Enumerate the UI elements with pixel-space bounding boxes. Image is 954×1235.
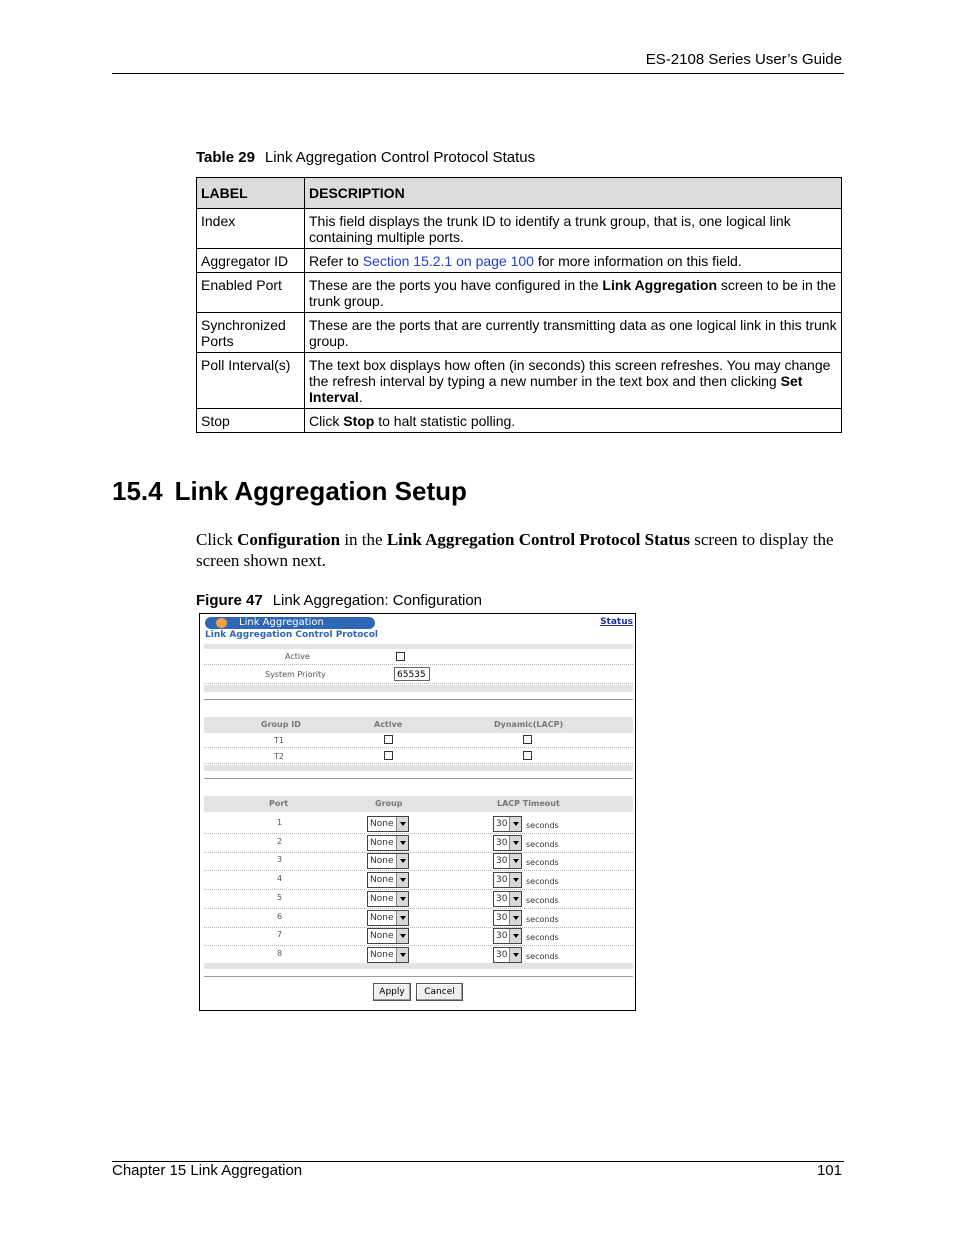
lacp-timeout-select[interactable] — [493, 816, 522, 832]
group-active-header: Active — [374, 720, 403, 729]
section-link[interactable]: Section 15.2.1 on page 100 — [362, 253, 534, 269]
timeout-select-value: 30 — [496, 875, 508, 885]
row-divider — [204, 833, 633, 834]
table-row — [197, 313, 842, 353]
active-label: Active — [285, 652, 310, 661]
row-description: These are the ports that are currently transmitting data as one logical link in this trunk group. — [305, 313, 842, 353]
port-number: 7 — [277, 930, 283, 939]
group-select-value: None — [370, 819, 394, 829]
row-divider — [204, 664, 633, 665]
port-number: 2 — [277, 837, 283, 846]
tab-bullet-icon — [216, 618, 227, 628]
screen-subtitle: Link Aggregation Control Protocol — [205, 630, 379, 640]
lacp-timeout-select[interactable] — [493, 910, 522, 926]
group-select[interactable] — [367, 816, 409, 832]
band — [204, 644, 633, 649]
para-bold: Link Aggregation Control Protocol Status — [386, 530, 690, 549]
group-active-checkbox[interactable] — [384, 735, 393, 744]
header-rule — [112, 73, 844, 74]
band — [204, 685, 633, 692]
para-text: screen to display the screen shown next. — [196, 530, 834, 570]
group-select-value: None — [370, 950, 394, 960]
chevron-down-icon — [509, 817, 521, 831]
body-paragraph — [196, 529, 846, 571]
col-description-header: DESCRIPTION — [305, 178, 842, 209]
row-divider — [204, 908, 633, 909]
figure-caption — [196, 592, 482, 609]
group-select[interactable] — [367, 872, 409, 888]
row-label: Poll Interval(s) — [197, 353, 305, 409]
timeout-select-value: 30 — [496, 819, 508, 829]
seconds-label: seconds — [526, 952, 559, 961]
screen-title-tab — [205, 617, 375, 629]
chevron-down-icon — [396, 929, 408, 943]
timeout-select-value: 30 — [496, 913, 508, 923]
row-label: Aggregator ID — [197, 249, 305, 273]
section-separator — [204, 699, 633, 700]
chevron-down-icon — [509, 948, 521, 962]
row-divider — [204, 852, 633, 853]
lacp-timeout-header: LACP Timeout — [497, 799, 560, 808]
row-label: Enabled Port — [197, 273, 305, 313]
chevron-down-icon — [509, 911, 521, 925]
screen-title: Link Aggregation — [239, 617, 324, 628]
timeout-select-value: 30 — [496, 950, 508, 960]
para-text: Click — [196, 530, 238, 549]
port-number: 5 — [277, 893, 283, 902]
section-number: 15.4 — [112, 476, 163, 506]
desc-text: . — [358, 389, 363, 405]
timeout-select-value: 30 — [496, 838, 508, 848]
desc-text: Click — [309, 413, 344, 429]
chevron-down-icon — [509, 854, 521, 868]
chevron-down-icon — [509, 929, 521, 943]
row-label: Stop — [197, 409, 305, 433]
group-active-checkbox[interactable] — [384, 751, 393, 760]
table-caption — [196, 149, 535, 166]
row-divider — [204, 870, 633, 871]
table-row — [197, 209, 842, 249]
row-divider — [204, 927, 633, 928]
desc-bold: Stop — [343, 413, 375, 429]
chevron-down-icon — [509, 873, 521, 887]
group-select[interactable] — [367, 928, 409, 944]
chevron-down-icon — [396, 892, 408, 906]
table-caption-text: Link Aggregation Control Protocol Status — [264, 149, 536, 166]
group-select-value: None — [370, 875, 394, 885]
chevron-down-icon — [396, 817, 408, 831]
desc-text: to halt statistic polling. — [374, 413, 516, 429]
figure-caption-label: Figure 47 — [196, 592, 263, 609]
lacp-timeout-select[interactable] — [493, 872, 522, 888]
apply-button[interactable]: Apply — [373, 983, 411, 1001]
figure-caption-text: Link Aggregation: Configuration — [272, 592, 482, 609]
desc-bold: Link Aggregation — [602, 277, 717, 293]
port-header: Port — [269, 799, 289, 808]
row-label: Synchronized Ports — [197, 313, 305, 353]
table-caption-label: Table 29 — [196, 149, 255, 166]
row-description — [305, 273, 842, 313]
group-select-value: None — [370, 856, 394, 866]
lacp-status-table — [196, 177, 842, 433]
group-select-value: None — [370, 931, 394, 941]
running-header: ES-2108 Series User’s Guide — [645, 51, 842, 68]
band — [204, 765, 633, 771]
desc-text: Refer to — [309, 253, 363, 269]
lacp-timeout-select[interactable] — [493, 891, 522, 907]
chevron-down-icon — [509, 892, 521, 906]
lacp-timeout-select[interactable] — [493, 928, 522, 944]
seconds-label: seconds — [526, 858, 559, 867]
seconds-label: seconds — [526, 933, 559, 942]
group-id: T2 — [274, 752, 284, 761]
group-select[interactable] — [367, 835, 409, 851]
row-divider — [204, 683, 633, 684]
desc-text: These are the ports you have configured in the — [309, 277, 603, 293]
table-row — [197, 353, 842, 409]
row-description: This field displays the trunk ID to identify a trunk group, that is, one logical link containing multiple ports. — [305, 209, 842, 249]
timeout-select-value: 30 — [496, 894, 508, 904]
group-header: Group — [375, 799, 403, 808]
seconds-label: seconds — [526, 877, 559, 886]
timeout-select-value: 30 — [496, 856, 508, 866]
band — [204, 963, 633, 969]
group-lacp-checkbox[interactable] — [523, 751, 532, 760]
footer-chapter: Chapter 15 Link Aggregation — [112, 1162, 303, 1179]
desc-text: screen to be in the trunk group. — [309, 277, 837, 309]
chevron-down-icon — [396, 836, 408, 850]
port-number: 3 — [277, 855, 283, 864]
row-divider — [204, 889, 633, 890]
row-divider — [204, 763, 633, 764]
table-row — [197, 409, 842, 433]
link-aggregation-config-screen — [199, 613, 636, 1011]
table-row — [197, 273, 842, 313]
chevron-down-icon — [509, 836, 521, 850]
port-number: 6 — [277, 912, 283, 921]
seconds-label: seconds — [526, 896, 559, 905]
active-checkbox[interactable] — [396, 652, 405, 661]
port-number: 8 — [277, 949, 283, 958]
system-priority-input[interactable]: 65535 — [394, 667, 430, 681]
para-text: in the — [340, 530, 387, 549]
port-number: 1 — [277, 818, 283, 827]
group-select-value: None — [370, 913, 394, 923]
group-select[interactable] — [367, 947, 409, 963]
system-priority-label: System Priority — [265, 670, 326, 679]
timeout-select-value: 30 — [496, 931, 508, 941]
chevron-down-icon — [396, 911, 408, 925]
table-header-row — [197, 178, 842, 209]
group-id: T1 — [274, 736, 284, 745]
section-heading — [112, 476, 467, 507]
group-select[interactable] — [367, 910, 409, 926]
group-select[interactable] — [367, 891, 409, 907]
status-link[interactable]: Status — [600, 617, 633, 627]
chevron-down-icon — [396, 948, 408, 962]
row-description — [305, 249, 842, 273]
port-number: 4 — [277, 874, 283, 883]
group-dynamic-header: Dynamic(LACP) — [494, 720, 564, 729]
lacp-timeout-select[interactable] — [493, 835, 522, 851]
row-description — [305, 409, 842, 433]
row-divider — [204, 747, 633, 748]
lacp-timeout-select[interactable] — [493, 853, 522, 869]
chevron-down-icon — [396, 854, 408, 868]
seconds-label: seconds — [526, 840, 559, 849]
section-separator — [204, 778, 633, 779]
chevron-down-icon — [396, 873, 408, 887]
lacp-timeout-select[interactable] — [493, 947, 522, 963]
desc-bold: Set Interval — [309, 373, 803, 405]
group-id-header: Group ID — [261, 720, 301, 729]
row-description — [305, 353, 842, 409]
desc-text: for more information on this field. — [533, 253, 742, 269]
group-select-value: None — [370, 838, 394, 848]
seconds-label: seconds — [526, 915, 559, 924]
cancel-button[interactable]: Cancel — [416, 983, 463, 1001]
desc-text: The text box displays how often (in seconds) this screen refreshes. You may change the refresh interval by typing a new number in the text box and then clicking — [309, 357, 831, 389]
section-separator — [204, 976, 633, 977]
section-title: Link Aggregation Setup — [174, 476, 467, 506]
row-label: Index — [197, 209, 305, 249]
group-select-value: None — [370, 894, 394, 904]
table-row — [197, 249, 842, 273]
page-number: 101 — [816, 1162, 842, 1179]
col-label-header: LABEL — [197, 178, 305, 209]
group-lacp-checkbox[interactable] — [523, 735, 532, 744]
para-bold: Configuration — [237, 530, 341, 549]
seconds-label: seconds — [526, 821, 559, 830]
row-divider — [204, 945, 633, 946]
group-select[interactable] — [367, 853, 409, 869]
